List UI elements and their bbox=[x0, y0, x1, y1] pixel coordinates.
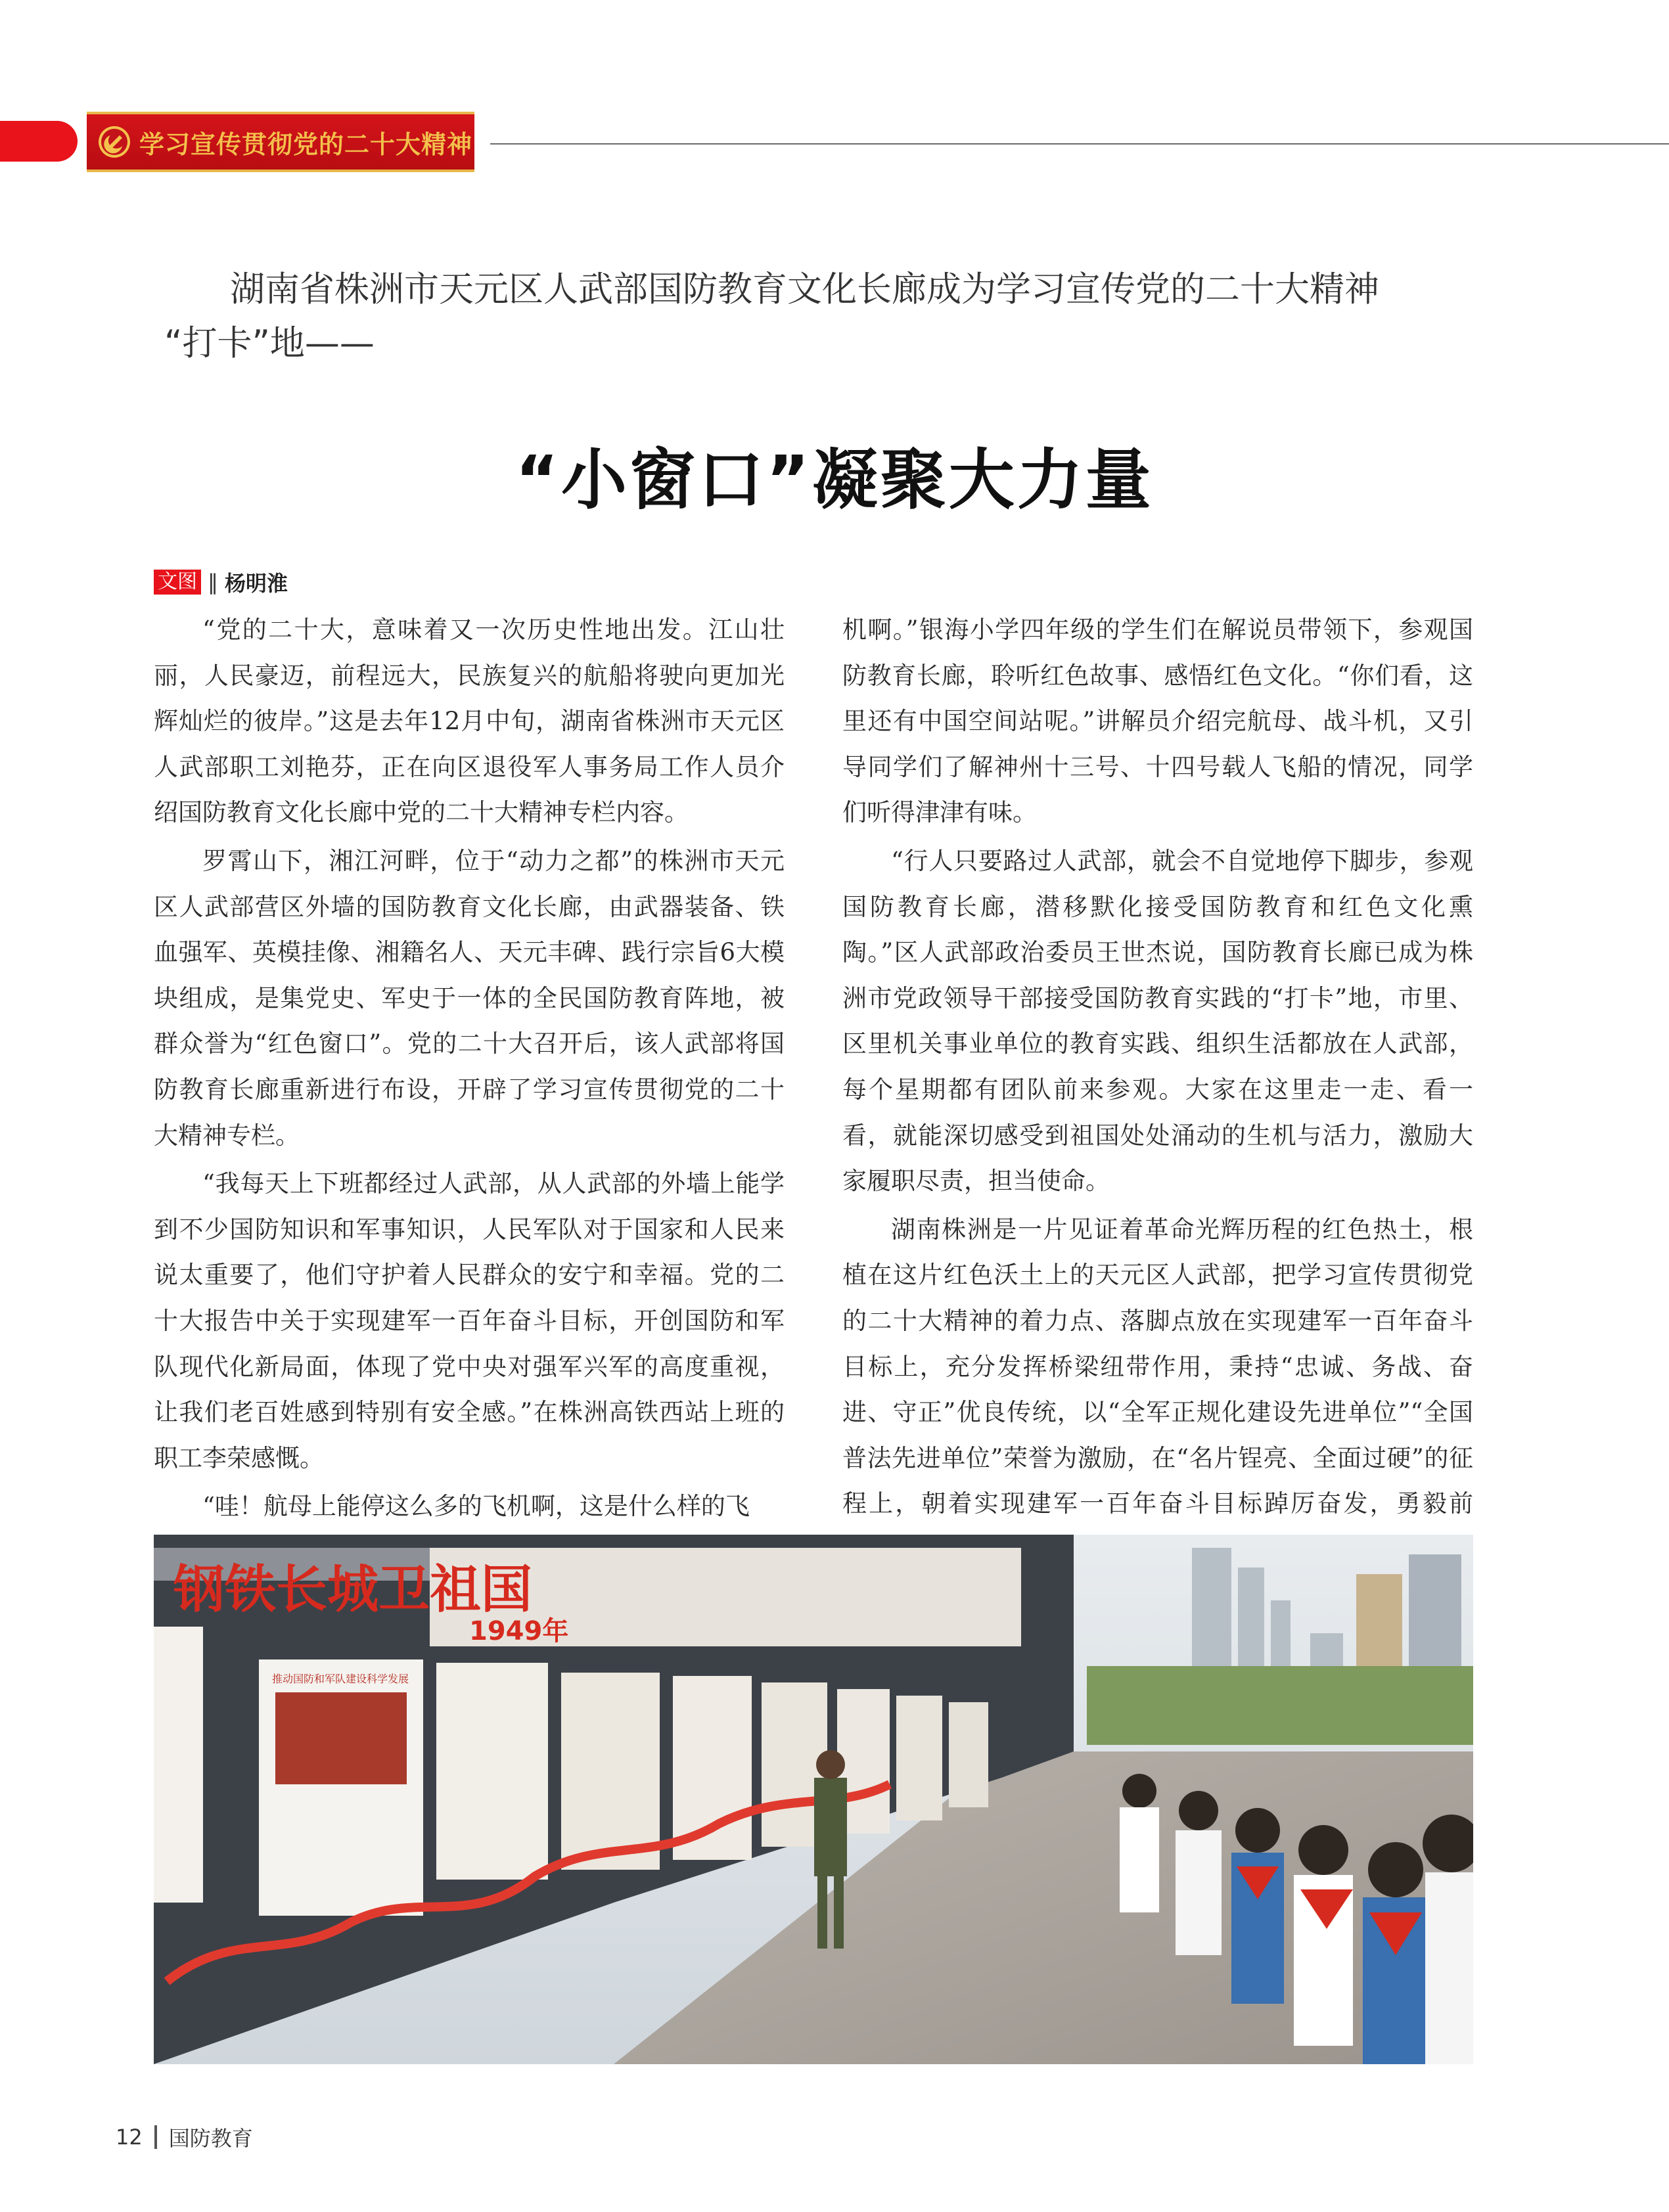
paragraph: “我每天上下班都经过人武部，从人武部的外墙上能学到不少国防知识和军事知识，人民军队对于国家和人民来说太重要了，他们守护着人民群众的安宁和幸福。党的二十大报告中关于实现建军一百年奋斗目标，开创国防和军队现代化新局面，体现了党中央对强军兴军的高度重视，让我们老百姓感到特别有安全感。”在株洲高铁西站上班的职工李荣感慨。 bbox=[154, 1169, 785, 1472]
section-banner bbox=[87, 112, 474, 172]
right-column bbox=[842, 607, 1473, 1575]
photo-wall-slogan: 钢铁长城卫祖国 bbox=[173, 1560, 533, 1619]
pre-title-line2: “打卡”地—— bbox=[164, 323, 375, 363]
pre-title-line1: 湖南省株洲市天元区人武部国防教育文化长廊成为学习宣传党的二十大精神 bbox=[230, 269, 1379, 309]
page-footer bbox=[116, 2122, 253, 2152]
paragraph bbox=[842, 1207, 1473, 1573]
photo-trees bbox=[1087, 1666, 1473, 1745]
section-banner-text: 学习宣传贯彻党的二十大精神 bbox=[139, 129, 473, 159]
page-number: 12 bbox=[116, 2125, 143, 2150]
magazine-name: 国防教育 bbox=[168, 2126, 253, 2151]
photo-panel-title: 推动国防和军队建设科学发展 bbox=[272, 1673, 409, 1685]
photo-year-label: 1949年 bbox=[469, 1616, 569, 1646]
paragraph: “党的二十大，意味着又一次历史性地出发。江山壮丽，人民豪迈，前程远大，民族复兴的航船将驶向更加光辉灿烂的彼岸。”这是去年12月中旬，湖南省株洲市天元区人武部职工刘艳芬，正在向区退役军人事务局工作人员介绍国防教育文化长廊中党的二十大精神专栏内容。 bbox=[154, 616, 785, 827]
article-photo bbox=[154, 1535, 1473, 2064]
byline bbox=[154, 568, 288, 596]
header-rule bbox=[490, 143, 1669, 145]
paragraph: “哇！航母上能停这么多的飞机啊，这是什么样的飞 bbox=[202, 1492, 750, 1521]
header-red-tab bbox=[0, 121, 78, 162]
byline-tag: 文图 bbox=[154, 570, 201, 595]
left-column bbox=[154, 607, 785, 1532]
page-title: “小窗口”凝聚大力量 bbox=[515, 441, 1154, 518]
footer-divider bbox=[154, 2125, 157, 2149]
party-emblem-icon bbox=[95, 122, 134, 162]
paragraph-continued: 机啊。”银海小学四年级的学生们在解说员带领下，参观国防教育长廊，聆听红色故事、感悟红色文化。“你们看，这里还有中国空间站呢。”讲解员介绍完航母、战斗机，又引导同学们了解神州十三号、十四号载人飞船的情况，同学们听得津津有味。 bbox=[842, 616, 1473, 827]
paragraph: “行人只要路过人武部，就会不自觉地停下脚步，参观国防教育长廊，潜移默化接受国防教育和红色文化熏陶。”区人武部政治委员王世杰说，国防教育长廊已成为株洲市党政领导干部接受国防教育实践的“打卡”地，市里、区里机关事业单位的教育实践、组织生活都放在人武部，每个星期都有团队前来参观。大家在这里走一走、看一看，就能深切感受到祖国处处涌动的生机与活力，激励大家履职尽责，担当使命。 bbox=[842, 846, 1473, 1196]
byline-separator: ‖ bbox=[208, 570, 218, 595]
byline-author: 杨明淮 bbox=[225, 571, 288, 596]
paragraph: 罗霄山下，湘江河畔，位于“动力之都”的株洲市天元区人武部营区外墙的国防教育文化长廊，由武器装备、铁血强军、英模挂像、湘籍名人、天元丰碑、践行宗旨6大模块组成，是集党史、军史于一体的全民国防教育阵地，被群众誉为“红色窗口”。党的二十大召开后，该人武部将国防教育长廊重新进行布设，开辟了学习宣传贯彻党的二十大精神专栏。 bbox=[154, 846, 785, 1150]
pre-title bbox=[164, 263, 1511, 371]
paragraph-text: 湖南株洲是一片见证着革命光辉历程的红色热土，根植在这片红色沃土上的天元区人武部，把学习宣传贯彻党的二十大精神的着力点、落脚点放在实现建军一百年奋斗目标上，充分发挥桥梁纽带作用，秉持“忠诚、务战、奋进、守正”优良传统，以“全军正规化建设先进单位”“全国普法先进单位”荣誉为激励，在“名片锃亮、全面过硬”的征程上，朝着实现建军一百年奋斗目标踔厉奋发，勇毅前 bbox=[842, 1215, 1473, 1518]
